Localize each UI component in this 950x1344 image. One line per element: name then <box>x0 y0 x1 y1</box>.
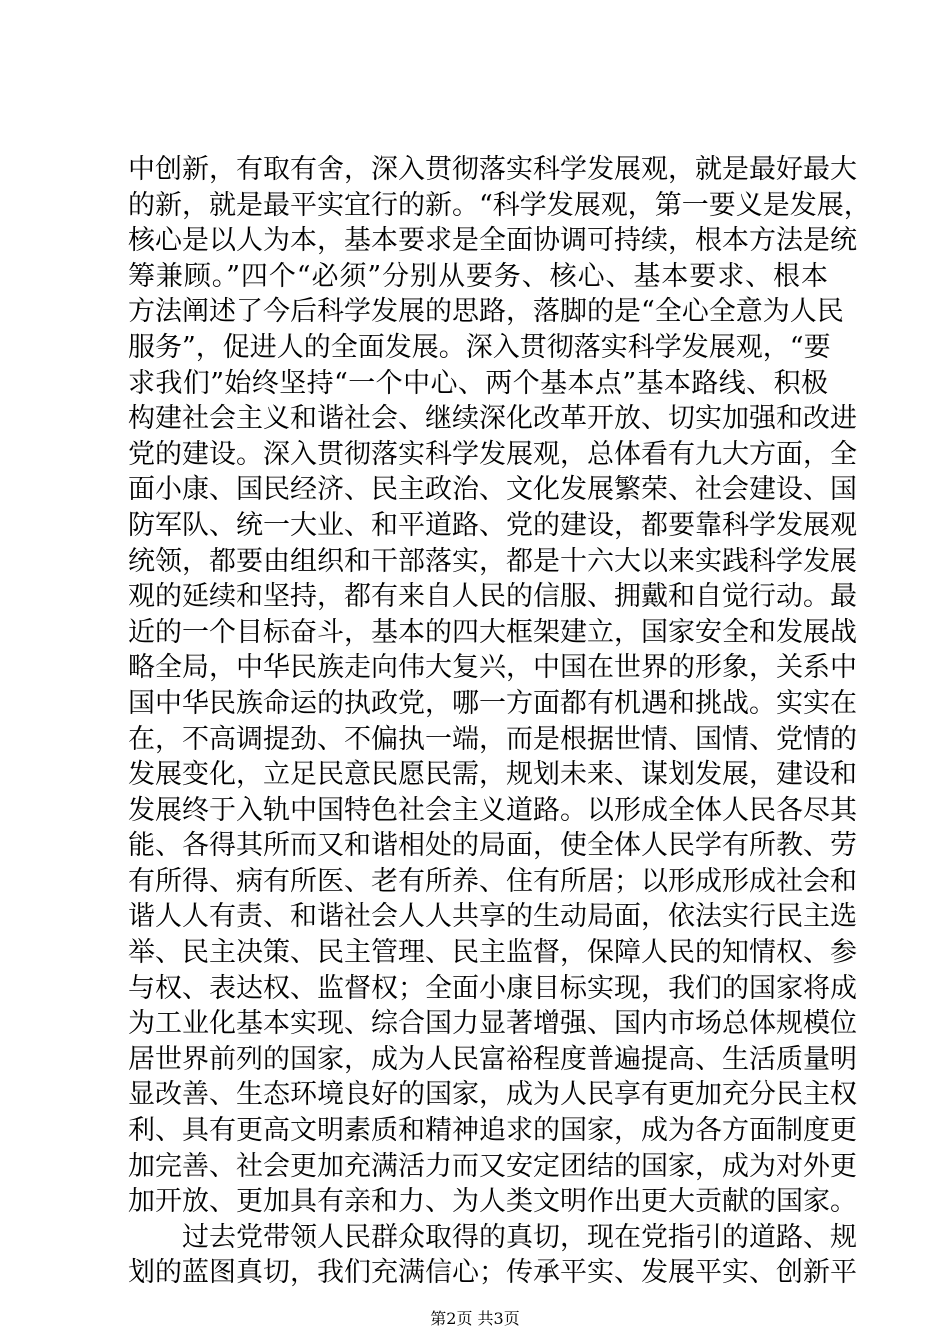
text-line: 与权、表达权、监督权；全面小康目标实现，我们的国家将成 <box>128 972 857 1004</box>
text-line: 核心是以人为本，基本要求是全面协调可持续，根本方法是统 <box>128 225 857 257</box>
text-line: 居世界前列的国家，成为人民富裕程度普遍提高、生活质量明 <box>128 1043 857 1075</box>
text-line: 举、民主决策、民主管理、民主监督，保障人民的知情权、参 <box>128 937 857 969</box>
text-line: 能、各得其所而又和谐相处的局面，使全体人民学有所教、劳 <box>128 830 857 862</box>
text-line: 略全局，中华民族走向伟大复兴，中国在世界的形象，关系中 <box>128 652 857 684</box>
text-line: 方法阐述了今后科学发展的思路，落脚的是“全心全意为人民 <box>128 296 844 328</box>
text-line: 近的一个目标奋斗，基本的四大框架建立，国家安全和发展战 <box>128 616 857 648</box>
text-line: 统领，都要由组织和干部落实，都是十六大以来实践科学发展 <box>128 545 857 577</box>
text-line: 求我们”始终坚持“一个中心、两个基本点”基本路线、积极 <box>128 367 828 399</box>
text-line: 加完善、社会更加充满活力而又安定团结的国家，成为对外更 <box>128 1150 857 1182</box>
page-number-footer: 第2页 共3页 <box>430 1309 520 1328</box>
text-line: 的新，就是最平实宜行的新。“科学发展观，第一要义是发展， <box>128 189 871 221</box>
text-line: 国中华民族命运的执政党，哪一方面都有机遇和挑战。实实在 <box>128 687 857 719</box>
text-line: 划的蓝图真切，我们充满信心；传承平实、发展平实、创新平 <box>128 1257 857 1289</box>
text-line: 筹兼顾。”四个“必须”分别从要务、核心、基本要求、根本 <box>128 260 828 292</box>
text-line: 显改善、生态环境良好的国家，成为人民享有更加充分民主权 <box>128 1079 857 1111</box>
text-line: 谐人人有责、和谐社会人人共享的生动局面，依法实行民主选 <box>128 901 857 933</box>
text-line: 防军队、统一大业、和平道路、党的建设，都要靠科学发展观 <box>128 509 857 541</box>
text-line: 有所得、病有所医、老有所养、住有所居；以形成形成社会和 <box>128 865 857 897</box>
text-line: 服务”，促进人的全面发展。深入贯彻落实科学发展观，“要 <box>128 331 831 363</box>
text-line: 为工业化基本实现、综合国力显著增强、国内市场总体规模位 <box>128 1008 857 1040</box>
text-line: 在，不高调提劲、不偏执一端，而是根据世情、国情、党情的 <box>128 723 857 755</box>
text-line: 过去党带领人民群众取得的真切，现在党指引的道路、规 <box>182 1221 857 1253</box>
text-line: 观的延续和坚持，都有来自人民的信服、拥戴和自觉行动。最 <box>128 581 857 613</box>
text-line: 发展终于入轨中国特色社会主义道路。以形成全体人民各尽其 <box>128 794 857 826</box>
text-line: 面小康、国民经济、民主政治、文化发展繁荣、社会建设、国 <box>128 474 857 506</box>
text-line: 构建社会主义和谐社会、继续深化改革开放、切实加强和改进 <box>128 403 857 435</box>
text-line: 发展变化，立足民意民愿民需，规划未来、谋划发展，建设和 <box>128 759 857 791</box>
text-line: 中创新，有取有舍，深入贯彻落实科学发展观，就是最好最大 <box>128 154 857 185</box>
text-line: 加开放、更加具有亲和力、为人类文明作出更大贡献的国家。 <box>128 1186 857 1218</box>
text-line: 党的建设。深入贯彻落实科学发展观，总体看有九大方面，全 <box>128 438 857 470</box>
text-line: 利、具有更高文明素质和精神追求的国家，成为各方面制度更 <box>128 1115 857 1147</box>
body-text <box>128 152 871 1291</box>
